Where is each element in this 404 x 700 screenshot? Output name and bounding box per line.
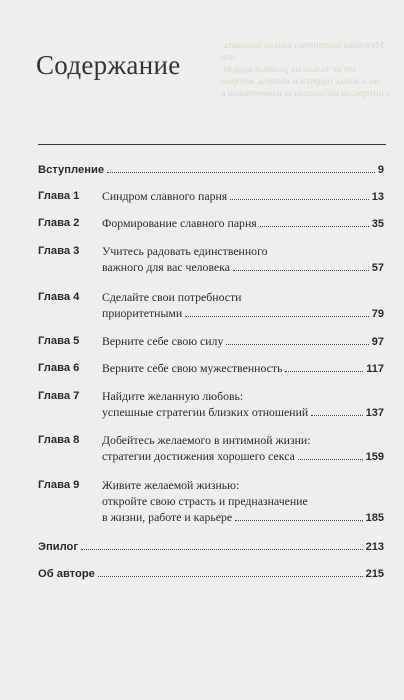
- dot-leader: [233, 269, 369, 271]
- toc-entry-title-continued: в жизни, работе и карьере: [102, 510, 233, 524]
- dot-leader: [285, 370, 363, 372]
- dot-leader: [298, 458, 363, 460]
- toc-entry-title: Живите желаемой жизнью:: [102, 478, 240, 492]
- toc-entry-title: Верните себе свою мужественность: [102, 361, 283, 375]
- toc-page-number: 137: [365, 407, 384, 419]
- page-title: Содержание: [36, 50, 181, 80]
- dot-leader: [107, 171, 375, 173]
- toc-entry-title-continued: приоритетными: [102, 306, 183, 320]
- toc-page-number: 185: [365, 512, 384, 524]
- dot-leader: [98, 575, 363, 577]
- toc-entry-title-continued: стратегии достижения хорошего секса: [102, 449, 295, 463]
- toc-entry-title: Формирование славного парня: [102, 216, 257, 230]
- toc-page-number: 35: [371, 218, 384, 230]
- dot-leader: [260, 225, 369, 227]
- header-rule: [38, 144, 386, 145]
- toc-page-number: 215: [365, 568, 384, 580]
- dot-leader: [185, 315, 369, 317]
- toc-entry-title: Сделайте свои потребности: [102, 290, 242, 304]
- toc-entry-title: Добейтесь желаемого в интимной жизни:: [102, 433, 311, 447]
- toc-page-number: 159: [365, 451, 384, 463]
- toc-entry-title-continued: откройте свою страсть и предназначение: [102, 494, 308, 508]
- toc-page-number: 117: [366, 363, 384, 375]
- toc-entry-label: Глава 7: [38, 390, 80, 402]
- dot-leader: [81, 548, 363, 550]
- toc-entry-label: Эпилог: [38, 541, 79, 553]
- toc-entry-label: Глава 2: [38, 217, 80, 229]
- toc-entry-label: Глава 5: [38, 335, 80, 347]
- toc-entry-label: Вступление: [38, 164, 105, 176]
- toc-entry-label: Глава 1: [38, 190, 80, 202]
- toc-entry-title: Верните себе свою силу: [102, 334, 224, 348]
- toc-entry-title-continued: важного для вас человека: [102, 260, 230, 274]
- toc-page-number: 57: [371, 262, 384, 274]
- toc-entry-label: Глава 9: [38, 479, 80, 491]
- toc-entry-label: Глава 4: [38, 291, 80, 303]
- toc-entry-title: Учитесь радовать единственного: [102, 244, 268, 258]
- dot-leader: [311, 414, 362, 416]
- toc-page-number: 13: [371, 191, 384, 203]
- dot-leader: [230, 198, 369, 200]
- toc-entry-label: Глава 8: [38, 434, 80, 446]
- dot-leader: [226, 343, 368, 345]
- toc-entry-label: Об авторе: [38, 568, 95, 580]
- toc-page-number: 9: [377, 164, 384, 176]
- toc-entry-title-continued: успешные стратегии близких отношений: [102, 405, 309, 419]
- bleed-through-text: Мужчины постепенно начали понимать, что это не только их ролевые модели, но и жены, подруги и коллеги, которые с интересом наблюдали за изменениями в: [221, 41, 391, 99]
- toc-page-number: 213: [365, 541, 384, 553]
- toc-entry-label: Глава 3: [38, 245, 80, 257]
- toc-page-number: 79: [371, 308, 384, 320]
- dot-leader: [235, 519, 363, 521]
- toc-entry-title: Синдром славного парня: [102, 189, 228, 203]
- toc-entry-label: Глава 6: [38, 362, 80, 374]
- toc-entry-title: Найдите желанную любовь:: [102, 389, 244, 403]
- toc-page-number: 97: [371, 336, 384, 348]
